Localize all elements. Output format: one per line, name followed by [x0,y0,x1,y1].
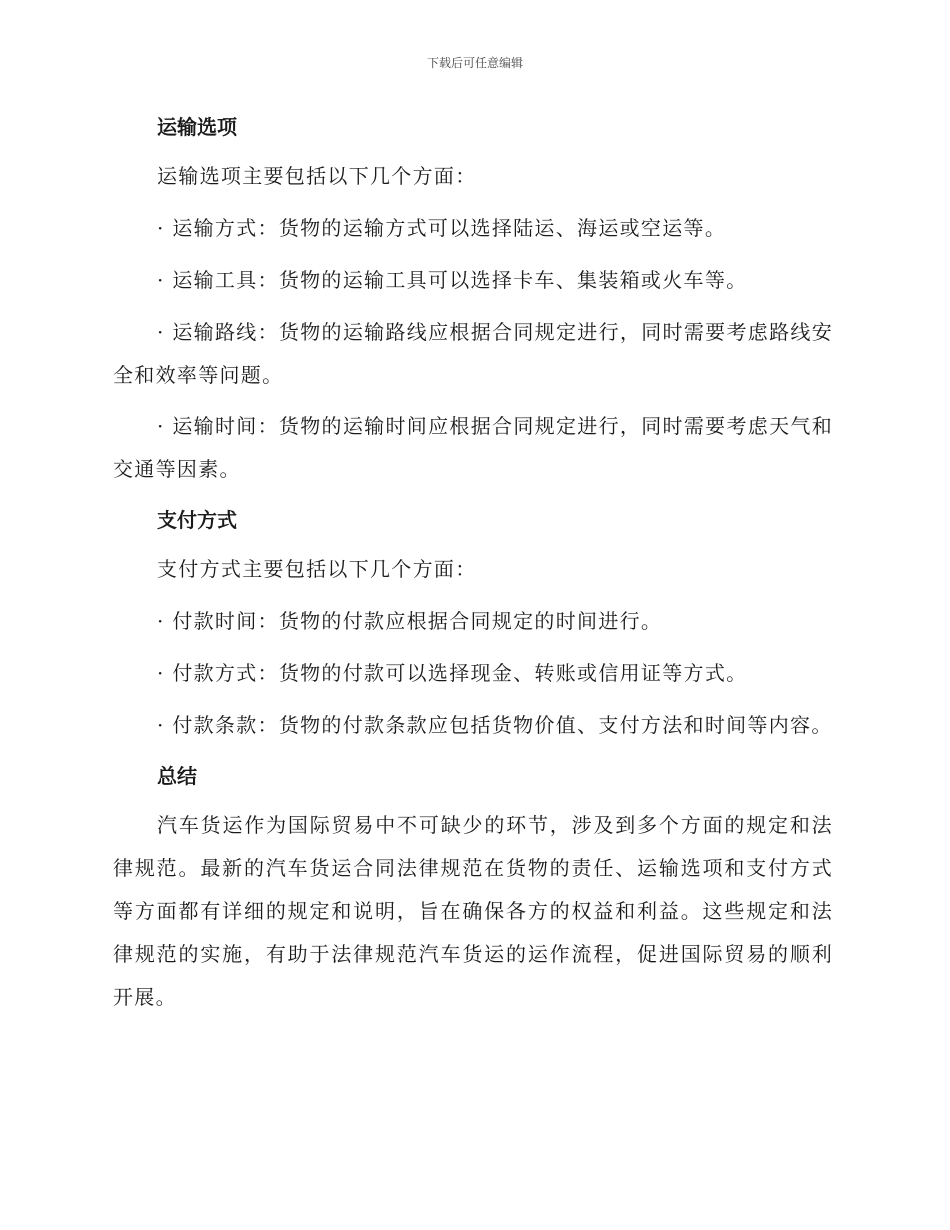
list-item: · 运输方式：货物的运输方式可以选择陆运、海运或空运等。 [157,216,727,240]
header-note: 下载后可任意编辑 [426,56,523,70]
document-body [113,112,833,1033]
list-item: · 付款方式：货物的付款可以选择现金、转账或信用证等方式。 [157,661,748,685]
section-heading-summary: 总结 [157,764,197,788]
section-intro: 运输选项主要包括以下几个方面： [157,164,477,188]
list-item: · 运输工具：货物的运输工具可以选择卡车、集装箱或火车等。 [157,268,748,292]
section-heading-transport: 运输选项 [157,115,237,139]
list-item: · 运输路线：货物的运输路线应根据合同规定进行，同时需要考虑路线安全和效率等问题。 [113,320,833,387]
list-item: · 付款条款：货物的付款条款应包括货物价值、支付方法和时间等内容。 [157,713,833,737]
section-intro: 支付方式主要包括以下几个方面： [157,557,477,581]
summary-paragraph: 汽车货运作为国际贸易中不可缺少的环节，涉及到多个方面的规定和法律规范。最新的汽车货运合同法律规范在货物的责任、运输选项和支付方式等方面都有详细的规定和说明，旨在确保各方的权益和利益。这些规定和法律规范的实施，有助于法律规范汽车货运的运作流程，促进国际贸易的顺利开展。 [113,813,833,1009]
list-item: · 付款时间：货物的付款应根据合同规定的时间进行。 [157,609,663,633]
list-item: · 运输时间：货物的运输时间应根据合同规定进行，同时需要考虑天气和交通等因素。 [113,414,833,481]
section-heading-payment: 支付方式 [157,508,237,532]
